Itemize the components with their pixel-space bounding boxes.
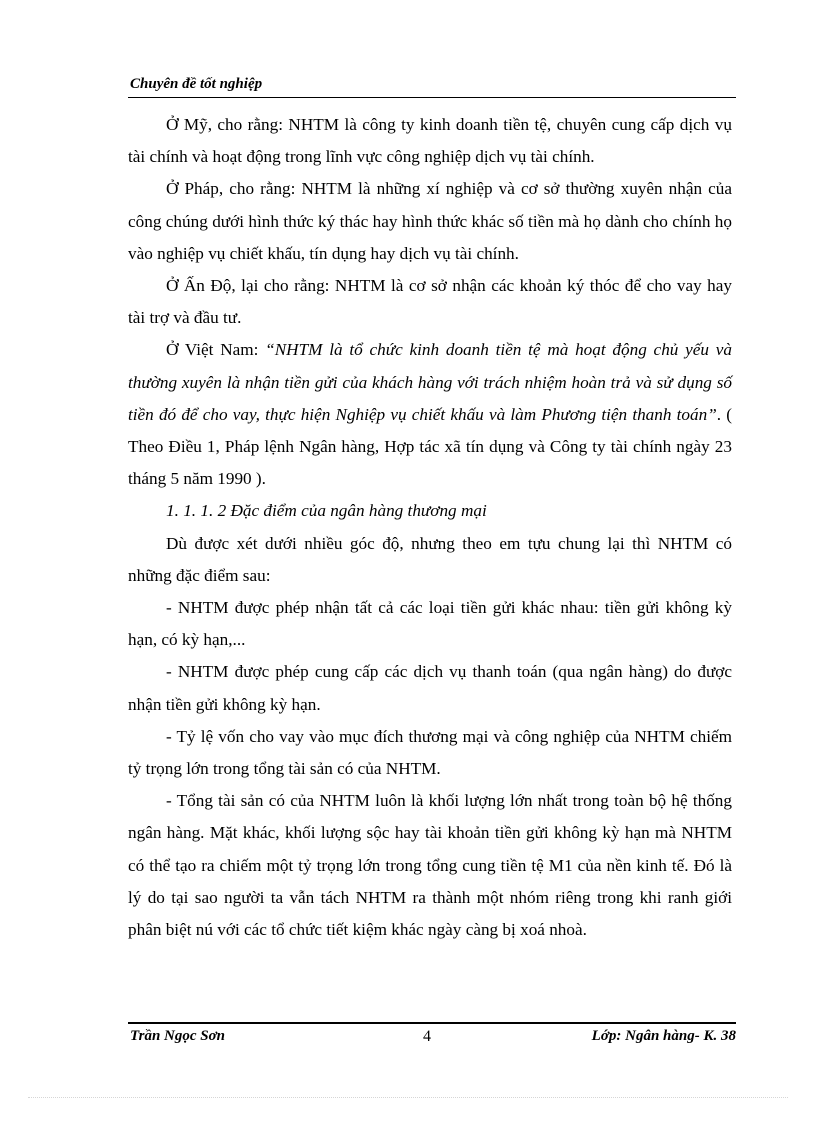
footer-class: Lớp: Ngân hàng- K. 38 [591,1028,736,1044]
paragraph-vietnam [128,334,732,495]
page-number: 4 [423,1028,431,1045]
feature-item-payments: - NHTM được phép cung cấp các dịch vụ thanh toán (qua ngân hàng) do được nhận tiền gửi không kỳ hạn. [128,662,732,714]
paragraph-india: Ở Ấn Độ, lại cho rằng: NHTM là cơ sở nhận các khoản ký thóc để cho vay hay tài trợ và đầu tư. [128,276,732,328]
page-edge-divider [28,1097,788,1098]
section-heading: 1. 1. 1. 2 Đặc điểm của ngân hàng thương mại [166,501,487,521]
paragraph-usa: Ở Mỹ, cho rằng: NHTM là công ty kinh doanh tiền tệ, chuyên cung cấp dịch vụ tài chính và hoạt động trong lĩnh vực công nghiệp dịch vụ tài chính. [128,115,732,167]
footer-divider [128,1022,736,1024]
vietnam-citation: . ( Theo Điều 1, Pháp lệnh Ngân hàng, Hợp tác xã tín dụng và Công ty tài chính ngày 23 tháng 5 năm 1990 ). [128,404,732,489]
header-title: Chuyên đề tốt nghiệp [130,76,263,92]
vietnam-quote: “NHTM là tổ chức kinh doanh tiền tệ mà hoạt động chủ yếu và thường xuyên là nhận tiền gửi của khách hàng với trách nhiệm hoàn trả và sử dụng số tiền đó để cho vay, thực hiện Nghiệp vụ chiết khấu và làm Phương tiện thanh toán” [128,340,732,424]
paragraph-intro-features: Dù được xét dưới nhiều góc độ, nhưng theo em tựu chung lại thì NHTM có những đặc điểm sau: [128,533,732,585]
footer-author: Trần Ngọc Sơn [130,1028,226,1044]
feature-item-assets: - Tổng tài sản có của NHTM luôn là khối lượng lớn nhất trong toàn bộ hệ thống ngân hàng. Mặt khác, khối lượng sộc hay tài khoản tiền gửi không kỳ hạn mà NHTM có thể tạo ra chiếm một tỷ trọng lớn trong tổng cung tiền tệ M1 của nền kinh tế. Đó là lý do tại sao người ta vẫn tách NHTM ra thành một nhóm riêng trong khi ranh giới phân biệt nú với các tổ chức tiết kiệm khác ngày càng bị xoá nhoà. [128,791,732,940]
document-body [128,109,732,946]
feature-item-deposits: - NHTM được phép nhận tất cả các loại tiền gửi khác nhau: tiền gửi không kỳ hạn, có kỳ hạn,... [128,598,732,650]
header-divider [128,97,736,98]
paragraph-france: Ở Pháp, cho rằng: NHTM là những xí nghiệp và cơ sở thường xuyên nhận của công chúng dưới hình thức ký thác hay hình thức khác số tiền mà họ dành cho chính họ vào nghiệp vụ chiết khấu, tín dụng hay dịch vụ tài chính. [128,179,732,263]
vietnam-lead: Ở Việt Nam: [166,340,266,360]
feature-item-loans: - Tỷ lệ vốn cho vay vào mục đích thương mại và công nghiệp của NHTM chiếm tỷ trọng lớn trong tổng tài sản có của NHTM. [128,726,732,779]
